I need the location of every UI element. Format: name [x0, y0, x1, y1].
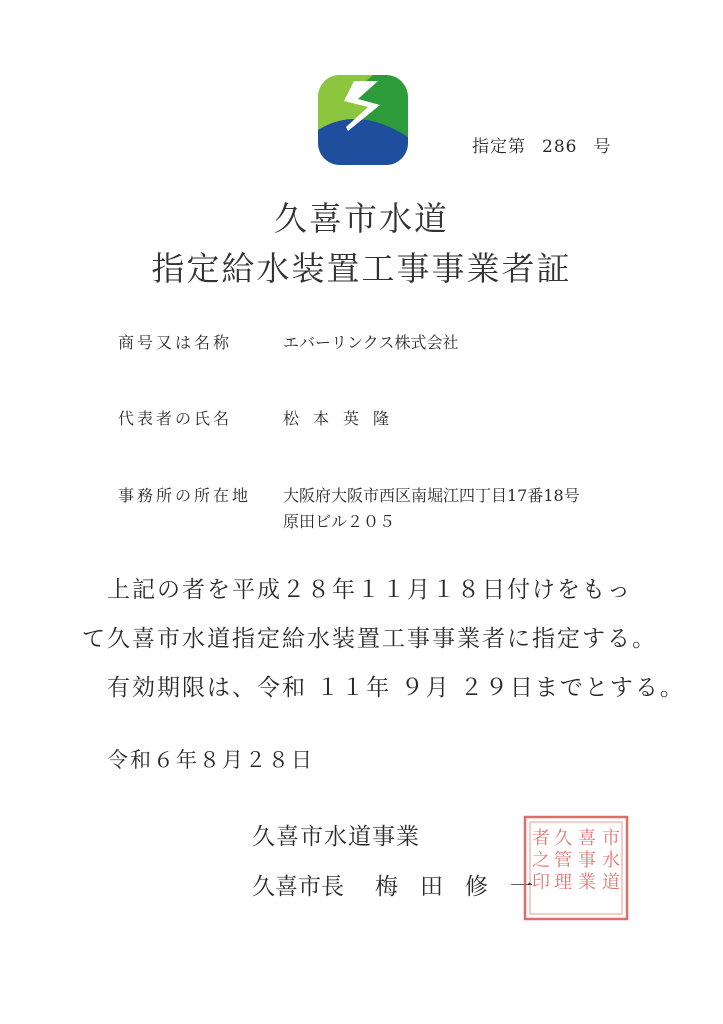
certificate-number-value: 286 — [542, 137, 578, 157]
representative-char: 本 — [313, 409, 330, 428]
address-label: 事務所の所在地 — [118, 486, 252, 505]
city-logo — [318, 75, 408, 165]
official-seal-stamp — [522, 814, 630, 922]
svg-text:事: 事 — [578, 850, 596, 871]
representative-value — [283, 406, 403, 429]
representative-label: 代表者の氏名 — [118, 409, 233, 428]
issuer-name-char: 一 — [510, 874, 533, 900]
issuer-name-char: 梅 — [375, 874, 398, 900]
svg-text:印: 印 — [532, 872, 550, 893]
body-line-1: 上記の者を平成２８年１１月１８日付けをもっ — [107, 577, 632, 603]
title-line-2: 指定給水装置工事事業者証 — [151, 249, 572, 288]
certificate-number-prefix: 指定第 — [472, 137, 526, 157]
svg-text:理: 理 — [554, 872, 572, 893]
svg-text:久: 久 — [554, 828, 572, 849]
issuer-title: 久喜市長 — [252, 874, 344, 900]
body-line-2: て久喜市水道指定給水装置工事事業者に指定する。 — [82, 626, 657, 652]
issuer-name-char: 田 — [420, 874, 443, 900]
company-value: エバーリンクス株式会社 — [283, 333, 459, 352]
issuer-organization: 久喜市水道事業 — [252, 824, 420, 850]
representative-char: 松 — [283, 409, 300, 428]
svg-text:喜: 喜 — [578, 828, 596, 849]
svg-text:之: 之 — [532, 850, 550, 871]
company-label: 商号又は名称 — [118, 333, 233, 352]
representative-char: 隆 — [373, 409, 390, 428]
body-line-3: 有効期限は、令和 １１年 ９月 ２９日までとする。 — [107, 675, 685, 701]
certificate-number-suffix: 号 — [593, 137, 612, 157]
svg-text:管: 管 — [554, 850, 572, 871]
issuer-name-char: 修 — [465, 874, 488, 900]
representative-char: 英 — [343, 409, 360, 428]
certificate-number — [472, 132, 611, 157]
svg-text:業: 業 — [578, 872, 596, 893]
svg-text:市: 市 — [602, 828, 620, 849]
svg-text:水: 水 — [602, 850, 620, 871]
svg-text:道: 道 — [602, 872, 620, 893]
address-line-1: 大阪府大阪市西区南堀江四丁目17番18号 — [283, 486, 580, 505]
address-line-2: 原田ビル２０５ — [283, 512, 396, 531]
issued-date: 令和６年８月２８日 — [107, 748, 314, 772]
title-line-1: 久喜市水道 — [274, 199, 449, 238]
svg-text:者: 者 — [532, 828, 550, 849]
